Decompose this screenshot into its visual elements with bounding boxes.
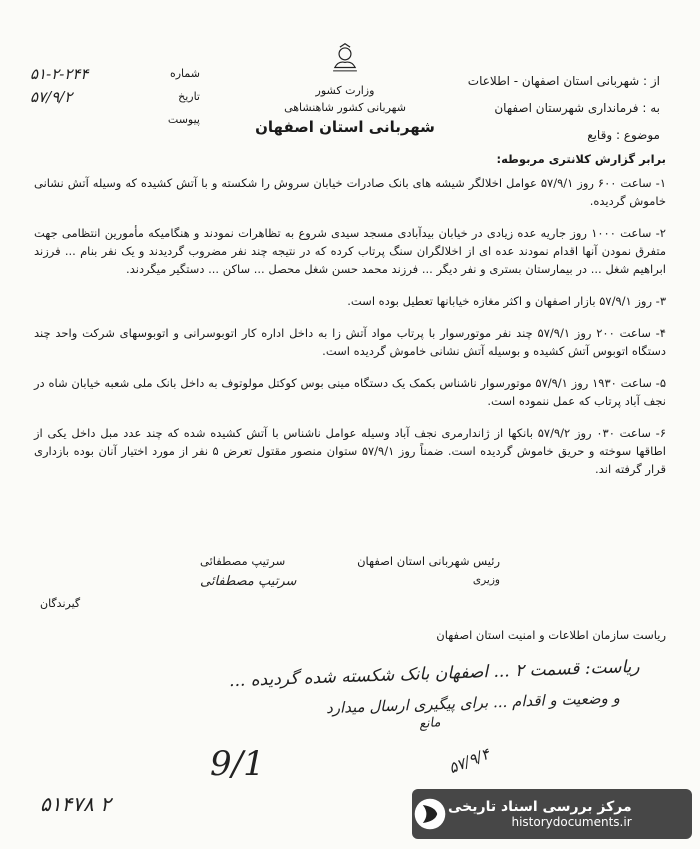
report-item: ۲- ساعت ۱۰۰۰ روز جاریه عده زیادی در خیابان بیدآبادی مسجد سیدی شروع به تظاهرات نمودند و هنگامیکه مأمورین انتظامی جهت متفرق نمودن آنها اقدام نمودند عده ای از اخلالگران سنگ پرتاب کرده که در نتیجه چند نفر مضروب گردیدند و یک نفر بنام ... فرزند ابراهیم شغل ... در بیمارستان بستری و نفر دیگر ... فرزند محمد حسن شغل محصل ... ساکن ... دستگیر میگردند. (34, 226, 666, 276)
from-line (440, 68, 660, 95)
letterhead (245, 42, 445, 136)
attachment-label: پیوست (167, 113, 200, 126)
subject-value: وقایع (587, 128, 613, 142)
greeting: برابر گزارش کلانتری مربوطه: (496, 152, 666, 166)
handwritten-note: مانع (417, 714, 441, 733)
watermark-text (448, 799, 632, 829)
subject-label: موضوع : (615, 128, 660, 142)
handwritten-date: ۵۷/۹/۴ (445, 744, 492, 778)
handwritten-note: و وضعیت و اقدام ... برای پیگیری ارسال میدارد (325, 688, 621, 718)
watermark (412, 789, 692, 839)
report-item: ۵- ساعت ۱۹۳۰ روز ۵۷/۹/۱ موتورسوار ناشناس بکمک یک دستگاه مینی بوس کوکتل مولوتوف به داخل بانک ملی شعبه خیابان شاه در نجف آباد پرتاب که عمل ننموده است. (34, 376, 666, 408)
report-item: ۳- روز ۵۷/۹/۱ بازار اصفهان و اکثر مغازه خیابانها تعطیل بوده است. (347, 294, 666, 308)
date-row (30, 85, 200, 108)
from-value: شهربانی استان اصفهان - اطلاعات (467, 74, 640, 88)
date-value: ۵۷/۹/۲ (30, 87, 73, 106)
lion-and-sun-emblem-icon (328, 42, 362, 76)
attachment-row (30, 108, 200, 131)
signature-title: رئیس شهربانی استان اصفهان (357, 554, 500, 568)
signature-block (200, 554, 500, 589)
handwritten-signature: سرتیپ مصطفائی (200, 574, 297, 589)
handwritten-big-number: 9/1 (210, 744, 265, 784)
ministry-name: وزارت کشور (315, 84, 375, 97)
from-label: از : (643, 74, 660, 88)
report-item: ۱- ساعت ۶۰۰ روز ۵۷/۹/۱ عوامل اخلالگر شیشه های بانک صادرات خیابان سروش را شکسته و با آتش کشیده که وسیله آتش نشانی خاموش گردیده. (34, 176, 666, 208)
subject-line (440, 122, 660, 149)
signer-role: وزیری (472, 574, 500, 586)
signature-row (200, 554, 500, 568)
header-routing (440, 68, 660, 149)
watermark-title: مرکز بررسی اسناد تاریخی (448, 799, 632, 815)
number-label: شماره (169, 67, 200, 80)
province-name: شهربانی استان اصفهان (255, 118, 435, 136)
handwritten-note: ریاست: قسمت ۲ ... اصفهان بانک شکسته شده گردیده ... (229, 656, 641, 692)
distribution-line: ریاست سازمان اطلاعات و امنیت استان اصفهان (436, 628, 666, 642)
watermark-url: historydocuments.ir (511, 815, 632, 829)
police-name: شهربانی کشور شاهنشاهی (284, 101, 406, 114)
to-line (440, 95, 660, 122)
report-body (34, 150, 666, 492)
signer-name: سرتیپ مصطفائی (200, 554, 286, 568)
number-value: ۵۱-۲-۲۴۴ (30, 64, 89, 83)
number-row (30, 62, 200, 85)
report-item: ۴- ساعت ۲۰۰ روز ۵۷/۹/۱ چند نفر موتورسوار با پرتاب مواد آتش زا به داخل اداره کار اتوبوسرانی و اتوبوسهای شرکت واحد چند دستگاه اتوبوس آتش کشیده و بوسیله آتش نشانی خاموش گردیده است. (34, 326, 666, 358)
date-label: تاریخ (178, 90, 200, 103)
recipients-label: گیرندگان (40, 597, 81, 610)
report-item: ۶- ساعت ۰۳۰ روز ۵۷/۹/۲ بانکها از ژاندارمری نجف آباد وسیله عوامل ناشناس با آتش کشیده شده که چند عدد مبل داخل یکی از اطاقها سوخته و حریق خاموش گردیده است. ضمناً روز ۵۷/۹/۱ ستوان منصور مقتول تعرض ۵ نفر از مورد اختیار آنان بوده بازداری قرار گرفته اند. (34, 426, 666, 476)
to-value: فرمانداری شهرستان اصفهان (494, 101, 639, 115)
reference-block (30, 62, 200, 131)
signature-subrow (200, 574, 500, 589)
handwritten-reference: ۵۱۴۷۸ ۲ (40, 792, 111, 816)
to-label: به : (642, 101, 660, 115)
archive-logo-icon (412, 796, 448, 832)
